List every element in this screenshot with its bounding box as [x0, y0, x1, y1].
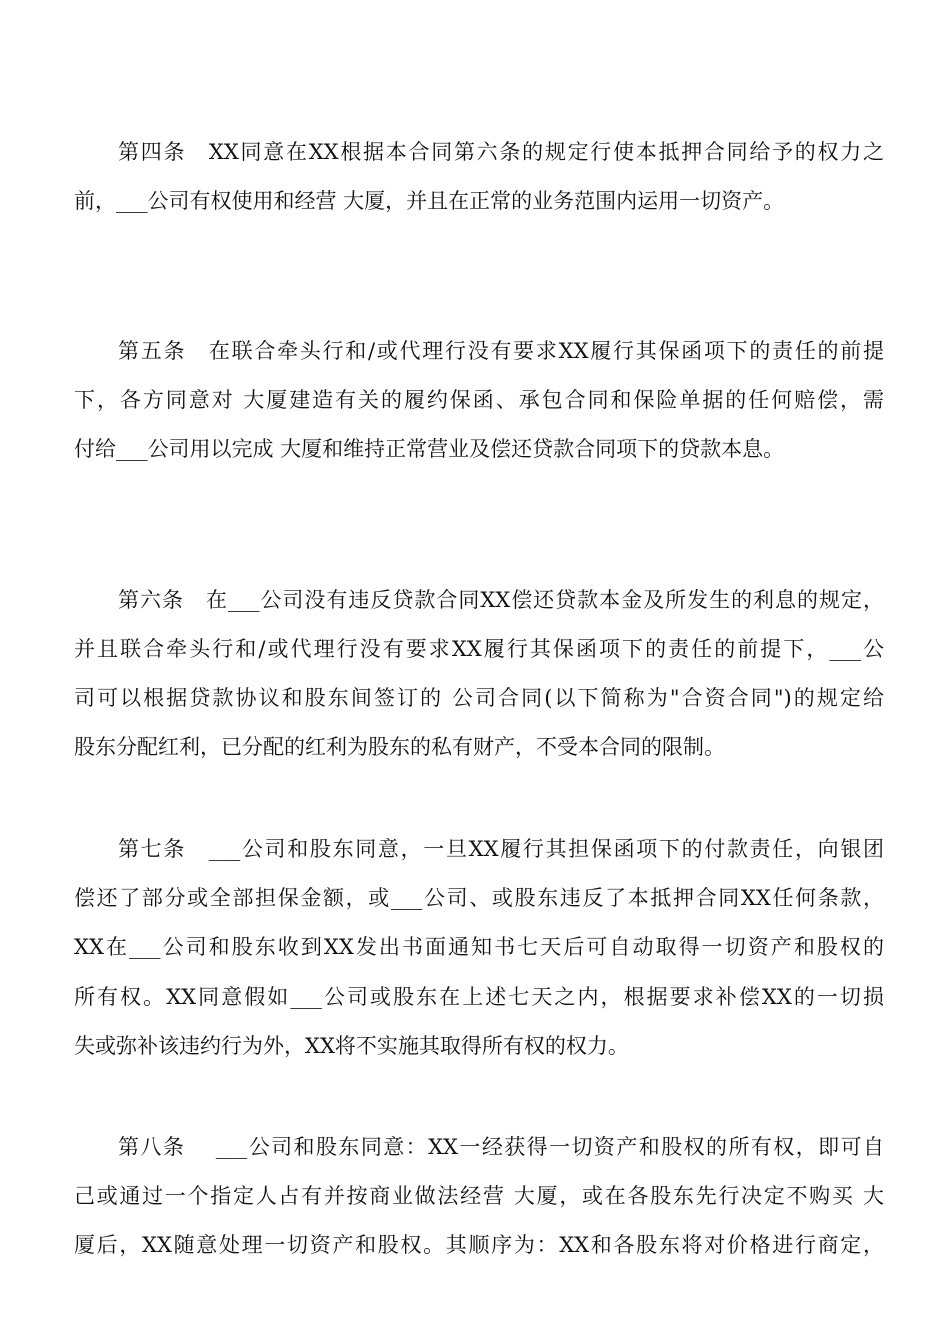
article-4-line-2: 前，___公司有权使用和经营 大厦，并且在正常的业务范围内运用一切资产。: [74, 189, 785, 213]
article-6-line-3: 司可以根据贷款协议和股东间签订的 公司合同(以下简称为"合资合同")的规定给: [74, 686, 884, 710]
article-8-line-3: 厦后，XX随意处理一切资产和股权。其顺序为：XX和各股东将对价格进行商定，: [74, 1233, 884, 1257]
article-7-line-4: 所有权。XX同意假如___公司或股东在上述七天之内，根据要求补偿XX的一切损: [74, 985, 884, 1009]
article-7-line-5: 失或弥补该违约行为外，XX将不实施其取得所有权的权力。: [74, 1034, 629, 1058]
article-6-line-2: 并且联合牵头行和/或代理行没有要求XX履行其保函项下的责任的前提下，___公: [74, 637, 884, 661]
article-5-line-1: 第五条 在联合牵头行和/或代理行没有要求XX履行其保函项下的责任的前提: [118, 339, 884, 363]
article-5-line-2: 下，各方同意对 大厦建造有关的履约保函、承包合同和保险单据的任何赔偿，需: [74, 388, 884, 412]
article-8-line-1: 第八条 ___公司和股东同意：XX一经获得一切资产和股权的所有权，即可自: [118, 1135, 884, 1159]
article-6-line-1: 第六条 在___公司没有违反贷款合同XX偿还贷款本金及所发生的利息的规定，: [118, 588, 884, 612]
article-6-line-4: 股东分配红利，已分配的红利为股东的私有财产，不受本合同的限制。: [74, 735, 725, 759]
article-7-line-2: 偿还了部分或全部担保金额，或___公司、或股东违反了本抵押合同XX任何条款，: [74, 886, 884, 910]
article-5-line-3: 付给___公司用以完成 大厦和维持正常营业及偿还贷款合同项下的贷款本息。: [74, 437, 785, 461]
article-7-line-3: XX在___公司和股东收到XX发出书面通知书七天后可自动取得一切资产和股权的: [74, 935, 884, 959]
article-7-line-1: 第七条 ___公司和股东同意，一旦XX履行其担保函项下的付款责任，向银团: [118, 837, 884, 861]
article-8-line-2: 己或通过一个指定人占有并按商业做法经营 大厦，或在各股东先行决定不购买 大: [74, 1184, 884, 1208]
article-4-line-1: 第四条 XX同意在XX根据本合同第六条的规定行使本抵押合同给予的权力之: [118, 140, 884, 164]
